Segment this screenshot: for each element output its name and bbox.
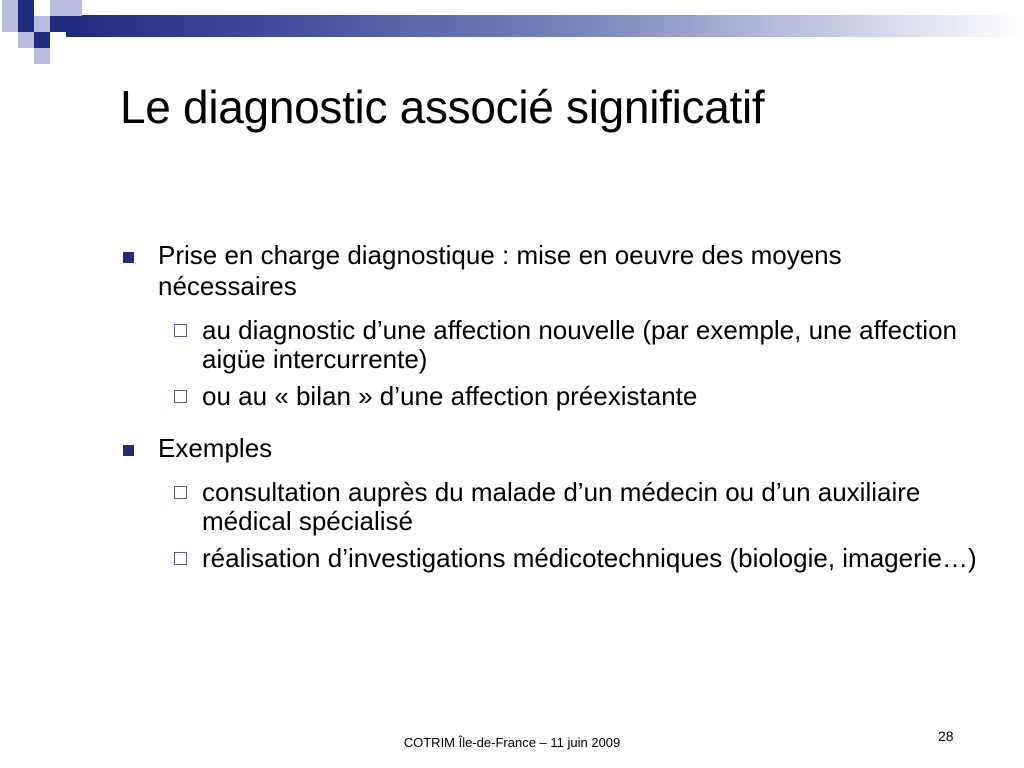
bullet-text: Exemples <box>158 433 273 463</box>
bullet-group <box>120 433 980 573</box>
deco-square <box>2 16 18 32</box>
hollow-square-bullet-icon <box>174 486 187 499</box>
deco-square <box>50 16 66 32</box>
deco-square <box>34 16 50 32</box>
hollow-square-bullet-icon <box>174 390 187 403</box>
slide-content <box>120 240 980 595</box>
bullet-text: Prise en charge diagnostique : mise en oeuvre des moyens nécessaires <box>158 240 842 301</box>
deco-square <box>18 16 34 32</box>
deco-square <box>18 0 34 16</box>
deco-square <box>34 32 50 48</box>
sub-bullet-text: au diagnostic d’une affection nouvelle (par exemple, une affection aigüe intercurrente) <box>202 315 958 374</box>
slide-footer: COTRIM Île-de-France – 11 juin 2009 <box>403 735 621 750</box>
sub-bullet-item <box>120 316 980 374</box>
slide-title: Le diagnostic associé significatif <box>120 81 765 133</box>
sub-bullet-item <box>120 478 980 536</box>
hollow-square-bullet-icon <box>174 324 187 337</box>
sub-bullet-item <box>120 382 980 411</box>
sub-bullet-text: ou au « bilan » d’une affection préexistante <box>202 381 698 411</box>
deco-square <box>18 32 34 48</box>
bullet-item <box>120 240 980 302</box>
square-bullet-icon <box>123 252 134 263</box>
hollow-square-bullet-icon <box>174 552 187 565</box>
bullet-group <box>120 240 980 411</box>
sub-bullet-text: réalisation d’investigations médicotechniques (biologie, imagerie…) <box>202 543 977 573</box>
deco-square <box>50 0 66 16</box>
square-bullet-icon <box>123 445 134 456</box>
bullet-item <box>120 433 980 464</box>
page-number: 28 <box>938 728 954 744</box>
sub-bullet-item <box>120 544 980 573</box>
deco-square <box>34 48 50 64</box>
header-gradient-bar <box>66 15 1024 37</box>
deco-square <box>66 0 82 16</box>
deco-square <box>2 0 18 16</box>
sub-bullet-text: consultation auprès du malade d’un médecin ou d’un auxiliaire médical spécialisé <box>202 477 921 536</box>
